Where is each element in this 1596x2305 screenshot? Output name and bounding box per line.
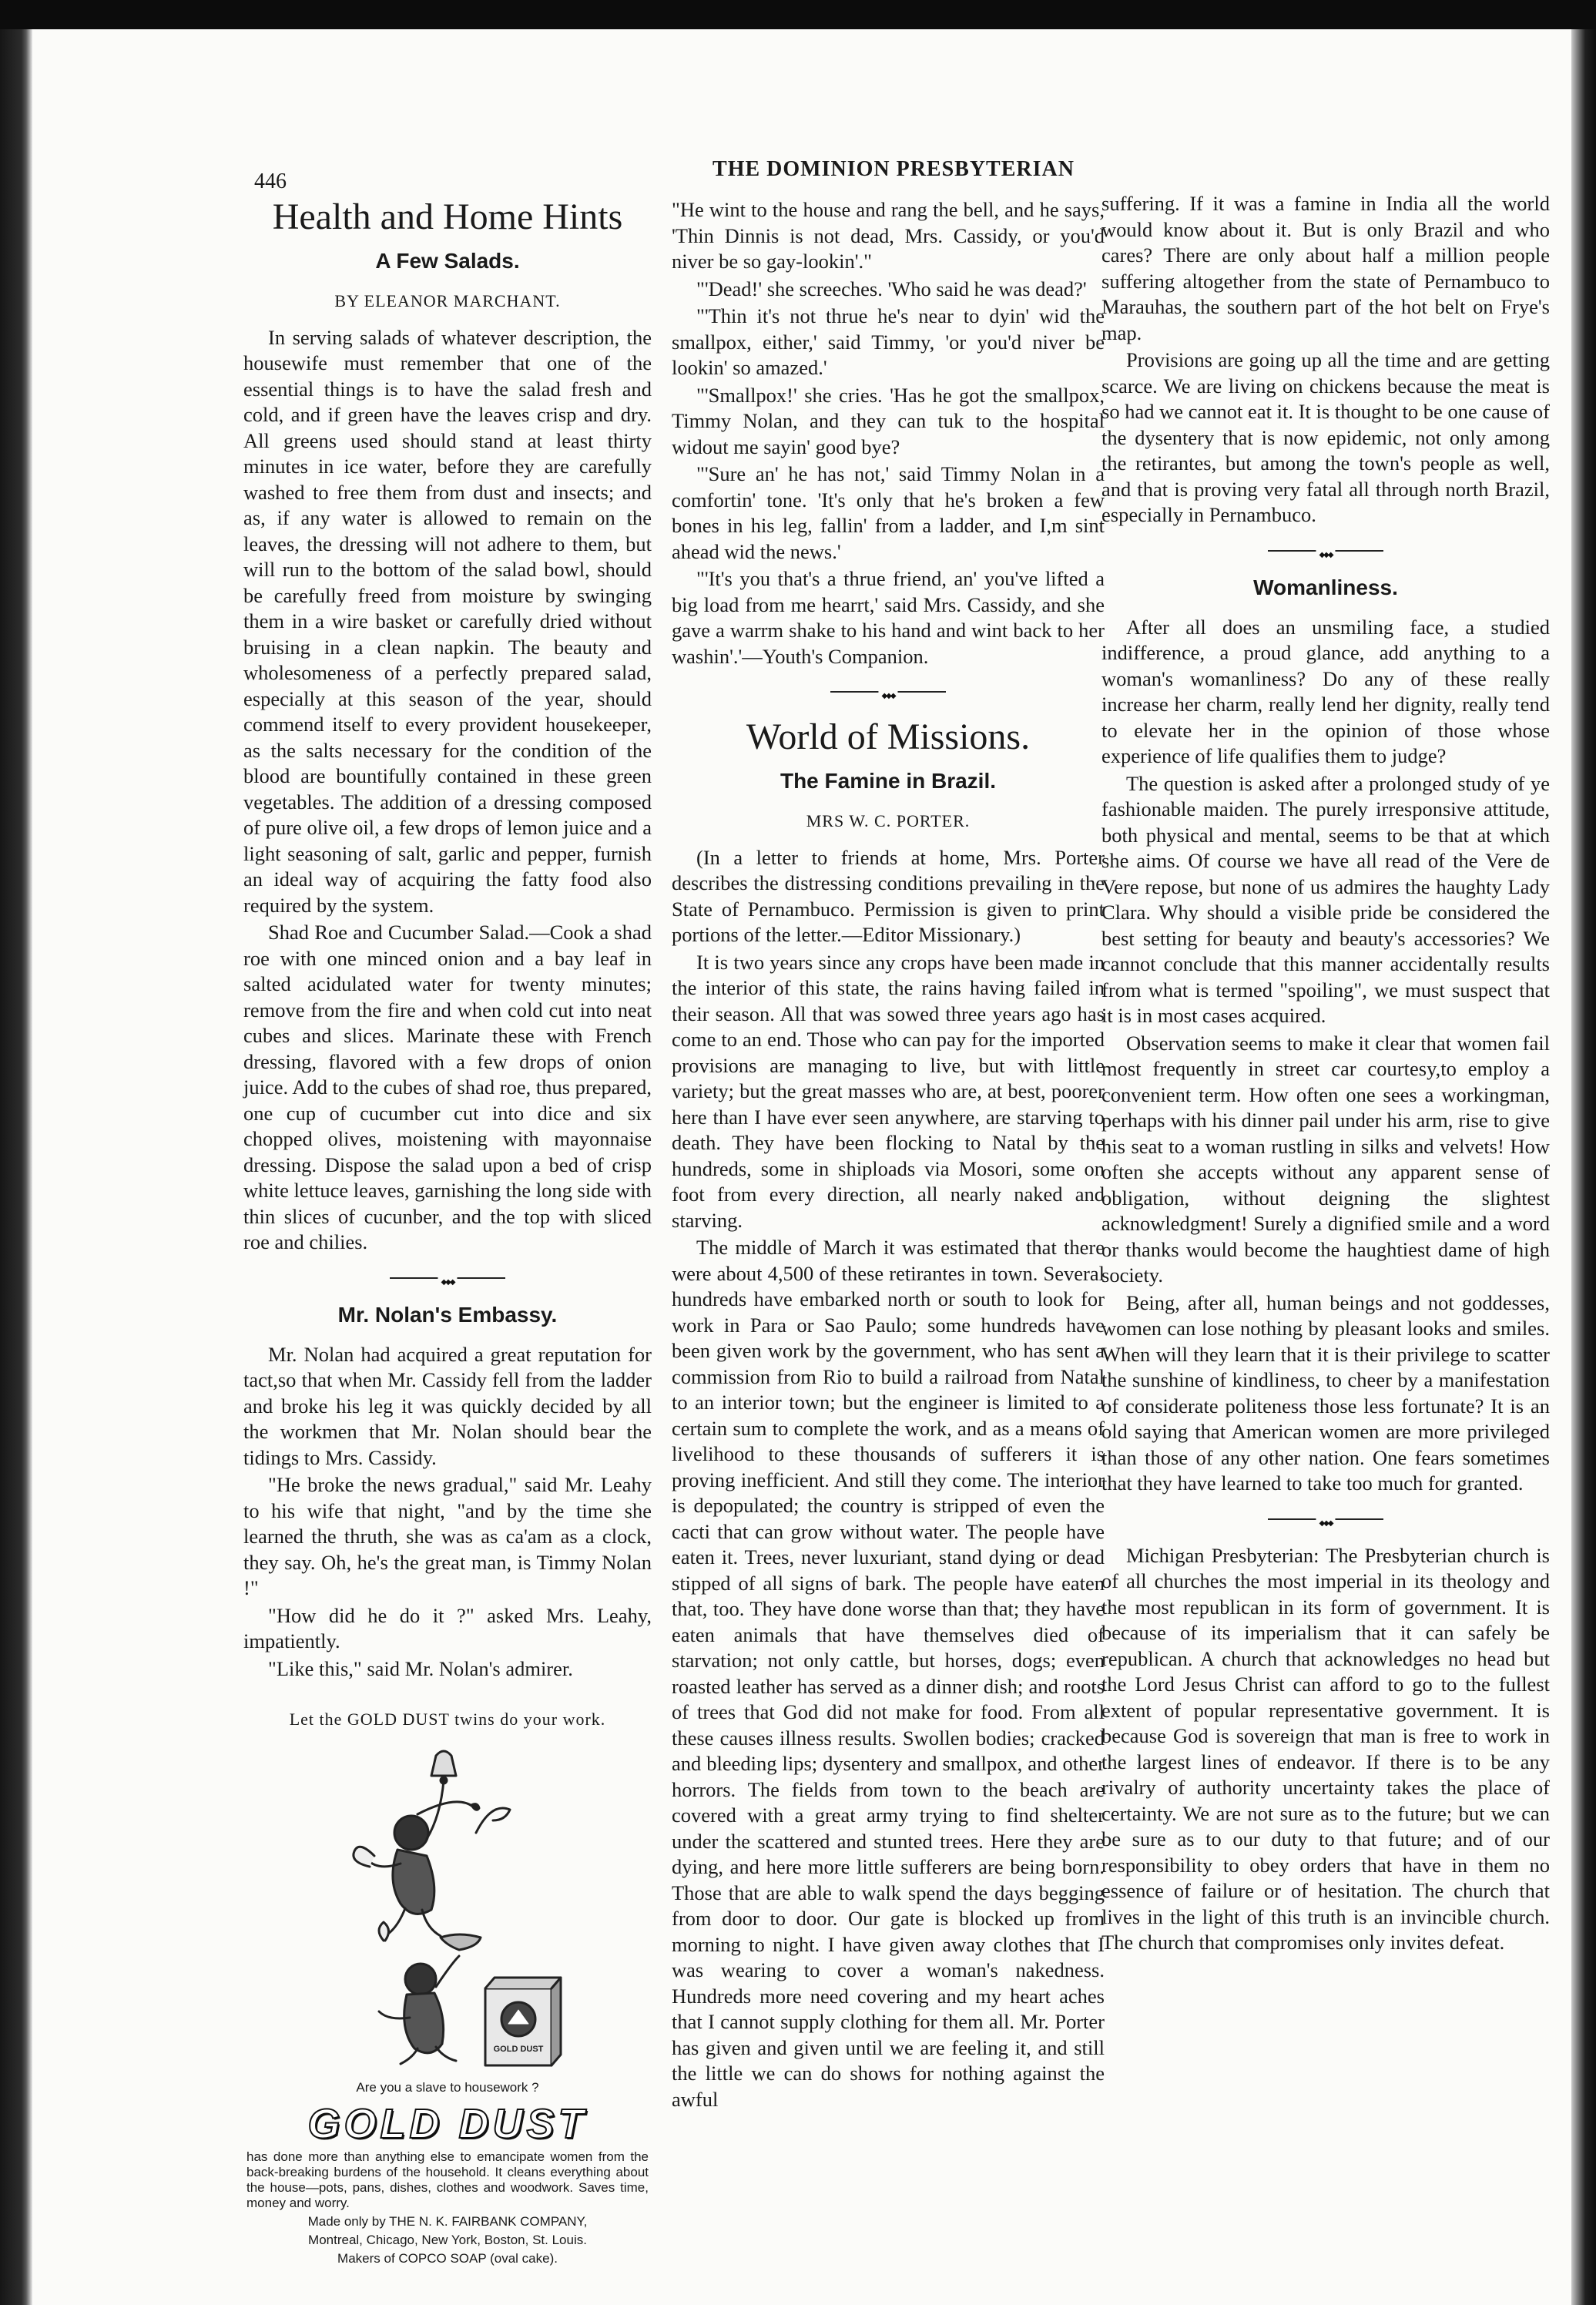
article-title-famine: The Famine in Brazil. (780, 769, 997, 793)
scan-right-border (1571, 29, 1596, 2305)
ad-makers-of-line: Makers of COPCO SOAP (oval cake). (337, 2251, 558, 2266)
nolan-continuation: "He wint to the house and rang the bell, and he says, 'Thin Dinnis is not dead, Mrs. Cassidy, or you'd niver be so gay-lookin'." (672, 198, 1105, 273)
article-title-salads: A Few Salads. (375, 249, 520, 273)
section-title-missions: World of Missions. (746, 716, 1031, 757)
nolan-continuation: "'Thin it's not thrue he's near to dyin' wid the smallpox, either,' said Timmy, 'or you'd niver be lookin' so amazed.' (672, 304, 1105, 379)
section-title-health: Health and Home Hints (272, 196, 623, 237)
article-byline-famine: MRS W. C. PORTER. (806, 811, 971, 830)
section-divider (1268, 550, 1383, 552)
scan-left-border (0, 29, 32, 2305)
section-divider (1268, 1518, 1383, 1520)
famine-continuation: suffering. If it was a famine in India all the world would know about it. But is only Brazil and who cares? There are only about half a million people suffering altogether from the state of Pernambuco to Marauhas, the southern part of the hot belt on Frye's map. (1101, 192, 1550, 344)
article-byline-salads: BY ELEANOR MARCHANT. (334, 291, 561, 310)
column-3 (1101, 191, 1550, 1958)
salads-paragraph: In serving salads of whatever description, the housewife must remember that one of the essential things is to have the salad fresh and cold, and if green have the leaves crisp and dry. All greens used should stand at least thirty minutes in ice water, before they are carefully washed to free them from dust and insects; and as, if any water is allowed to remain on the leaves, the dressing will not adhere to them, but will run to the bottom of the salad bowl, should be carefully freed from moisture by swinging them in a wire basket or carefully dried without bruising in a clean napkin. The beauty and wholesomeness of a perfectly prepared salad, especially at this season of the year, should commend itself to every provident housekeeper, as the salts necessary for the condition of the blood are bountifully contained in these green vegetables. The addition of a dressing composed of pure olive oil, a few drops of lemon juice and a light seasoning of salt, garlic and pepper, furnish an ideal way of acquiring the fatty food also required by the system. (243, 325, 652, 917)
ad-question: Are you a slave to housework ? (356, 2079, 539, 2095)
womanliness-paragraph: After all does an unsmiling face, a studied indifference, a proud glance, add anything to a woman's womanliness? Do any of these really increase her charm, really lend her dignity, really tend to elevate her in the opinion of those whose experience of life qualifies them to judge? (1101, 615, 1550, 767)
ad-box-label: GOLD DUST (493, 2044, 544, 2054)
gold-dust-advertisement (243, 1706, 652, 2266)
salads-paragraph: Shad Roe and Cucumber Salad.—Cook a shad roe with one minced onion and a bay leaf in salted acidulated water for twenty minutes; remove from the fire and when cold cut into neat cubes and slices. Marinate these with French dressing, flavored with a few drops of onion juice. Add to the cubes of shad roe, thus prepared, one cup of cucumber cut into dice and six chopped olives, moistening with mayonnaise dressing. Dispose the salad upon a bed of crisp white lettuce leaves, garnishing the long side with thin slices of cucunber, and the top with sliced roe and chilies. (243, 921, 652, 1253)
nolan-paragraph: "Like this," said Mr. Nolan's admirer. (268, 1656, 573, 1680)
ad-brand-name: GOLD DUST (307, 2101, 588, 2147)
column-1 (243, 193, 652, 2266)
famine-paragraph: (In a letter to friends at home, Mrs. Porter describes the distressing conditions prevailing in the State of Pernambuco. Permission is given to print portions of the letter.—Editor Missionary.) (672, 845, 1105, 946)
section-divider (830, 691, 946, 693)
gold-dust-twins-illustration (320, 1740, 575, 2072)
running-title: THE DOMINION PRESBYTERIAN (712, 157, 1075, 181)
nolan-paragraph: "He broke the news gradual," said Mr. Leahy to his wife that night, "and by the time she learned the thruth, she was as ca'am as a clock, they say. Oh, he's the great man, is Timmy Nolan !" (243, 1473, 652, 1599)
nolan-continuation: "'Dead!' she screeches. 'Who said he was dead?' (696, 277, 1087, 300)
famine-paragraph: It is two years since any crops have been made in the interior of this state, the rains having failed in their season. All that was sowed three years ago has come to an end. Those who can pay for the imported provisions are managing to live, but with little variety; but the great masses who are, at best, poorer here than I have ever seen anywhere, are starving to death. They have been flocking to Natal by the hundreds, some in shiploads via Mosori, some on foot from every direction, all nearly naked and starving. (672, 950, 1105, 1232)
ad-cities-line: Montreal, Chicago, New York, Boston, St. Louis. (308, 2233, 587, 2247)
womanliness-paragraph: The question is asked after a prolonged study of ye fashionable maiden. The purely irresponsive attitude, both physical and mental, seems to be that at which she aims. Of course we have all read of the Vere de Vere repose, but none of us admires the haughty Lady Clara. Why should a visible pride be considered the best setting for beauty and beauty's accessories? We cannot conclude that this manner accidentally results from what is termed "spoiling", we must suspect that it is in most cases acquired. (1101, 771, 1550, 1027)
article-title-womanliness: Womanliness. (1253, 575, 1398, 599)
womanliness-paragraph: Observation seems to make it clear that women fail most frequently in street car courtesy,to employ a convenient term. How often one sees a workingman, perhaps with his dinner pail under his arm, rise to give his seat to a woman rustling in silks and velvets! How often she accepts without any apparent sense of obligation, without deigning the slightest acknowledgment! Surely a dignified smile and a word or thanks would become the haughtiest dame of high society. (1101, 1031, 1550, 1287)
ad-tagline: Let the GOLD DUST twins do your work. (289, 1709, 606, 1729)
article-title-nolan: Mr. Nolan's Embassy. (337, 1302, 558, 1327)
womanliness-paragraph: Being, after all, human beings and not goddesses, women can lose nothing by pleasant looks and smiles. When will they learn that it is their privilege to scatter the sunshine of kindliness, to cheer by a manifestation of considerate politeness those less fortunate? It is an old saying that American women are more privileged than those of any other nation. One fears sometimes that they have learned to take too much for granted. (1101, 1290, 1550, 1495)
page-number: 446 (254, 169, 287, 193)
ad-maker-line: Made only by THE N. K. FAIRBANK COMPANY, (307, 2214, 588, 2229)
nolan-paragraph: Mr. Nolan had acquired a great reputation for tact,so that when Mr. Cassidy fell from the ladder and broke his leg it was quickly decided by all the workmen that Mr. Nolan should bear the tidings to Mrs. Cassidy. (243, 1342, 652, 1469)
scan-top-border (0, 0, 1596, 29)
famine-paragraph: The middle of March it was estimated that there were about 4,500 of these retirantes in town. Several hundreds have embarked north or south to look for work in Para or Sao Paulo; some hundreds have been given work by the government, who has sent a commission from Rio to build a railroad from Natal to an interior town; but the engineer is limited to a certain sum to complete the work, and as a means of livelihood to these thousands of sufferers it is proving inefficient. And still they come. The interior is depopulated; the country is stripped of even the cacti that can grow without water. The people have eaten it. Trees, never luxuriant, stand dying or dead stipped of all signs of bark. The people have eaten that, too. They have done worse than that; they have eaten animals that have themselves died of starvation; not only cattle, but horses, dogs; even roasted leather has served as a dinner dish; and roots of trees that God did not make for food. From all these causes illness results. Swollen bodies; cracked and bleeding lips; dysentery and smallpox, and other horrors. The fields from town to the beach are covered with a great army trying to find shelter under the scattered and stunted trees. Here they are dying, and here more little sufferers are being born. Those that are able to walk spend the days begging from door to door. Our gate is blocked up from morning to night. I have given away clothes that I was wearing to cover a woman's nakedness. Hundreds more need covering and my heart aches that I cannot supply clothing for them all. Mr. Porter has given and given until we are feeling it, and still the little we can do shows for nothing against the awful (672, 1236, 1105, 2111)
nolan-continuation: "'Sure an' he has not,' said Timmy Nolan in a comfortin' tone. 'It's only that he's broken a few bones in his leg, fallin' from a ladder, and I,m sint ahead wid the news.' (672, 462, 1105, 563)
nolan-continuation: "'It's you that's a thrue friend, an' you've lifted a big load from me hearrt,' said Mrs. Cassidy, and she gave a warrm shake to his hand and wint back to her washin'.'—Youth's Companion. (672, 567, 1105, 668)
section-divider (390, 1277, 505, 1279)
michigan-presbyterian-item: Michigan Presbyterian: The Presbyterian church is of all churches the most imperial in its theology and the most republican in its form of government. It is because of its imperialism that it can safely be republican. A church that acknowledges no head but the Lord Jesus Christ can afford to go to the fullest extent of popular representative government. It is because God is sovereign that man is free to work in the largest lines of endeavor. If there is to be any rivalry of authority uncertainty takes the place of certainty. We are not sure as to the future; but we can be sure as to our duty to that future; and of our responsibility to obey orders that have in them no essence of failure or of hesitation. The church that lives in the light of this truth is an invincible church. The church that compromises only invites defeat. (1101, 1543, 1550, 1954)
famine-continuation: Provisions are going up all the time and are getting scarce. We are living on chickens because the meat is so had we cannot eat it. It is thought to be one cause of the dysentery that is now epidemic, not only among the retirantes, but among the town's people as well, and that is proving very fatal all through north Brazil, especially in Pernambuco. (1101, 348, 1550, 526)
column-2 (672, 197, 1105, 2114)
nolan-paragraph: "How did he do it ?" asked Mrs. Leahy, impatiently. (243, 1603, 652, 1652)
nolan-continuation: "'Smallpox!' she cries. 'Has he got the smallpox, Timmy Nolan, and they can tuk to the hospital widout me sayin' good bye? (672, 383, 1105, 458)
ad-body-text: has done more than anything else to emancipate women from the back-breaking burdens of the household. It cleans everything about the house—pots, pans, dishes, clothes and woodwork. Saves time, money and worry. (246, 2149, 649, 2210)
